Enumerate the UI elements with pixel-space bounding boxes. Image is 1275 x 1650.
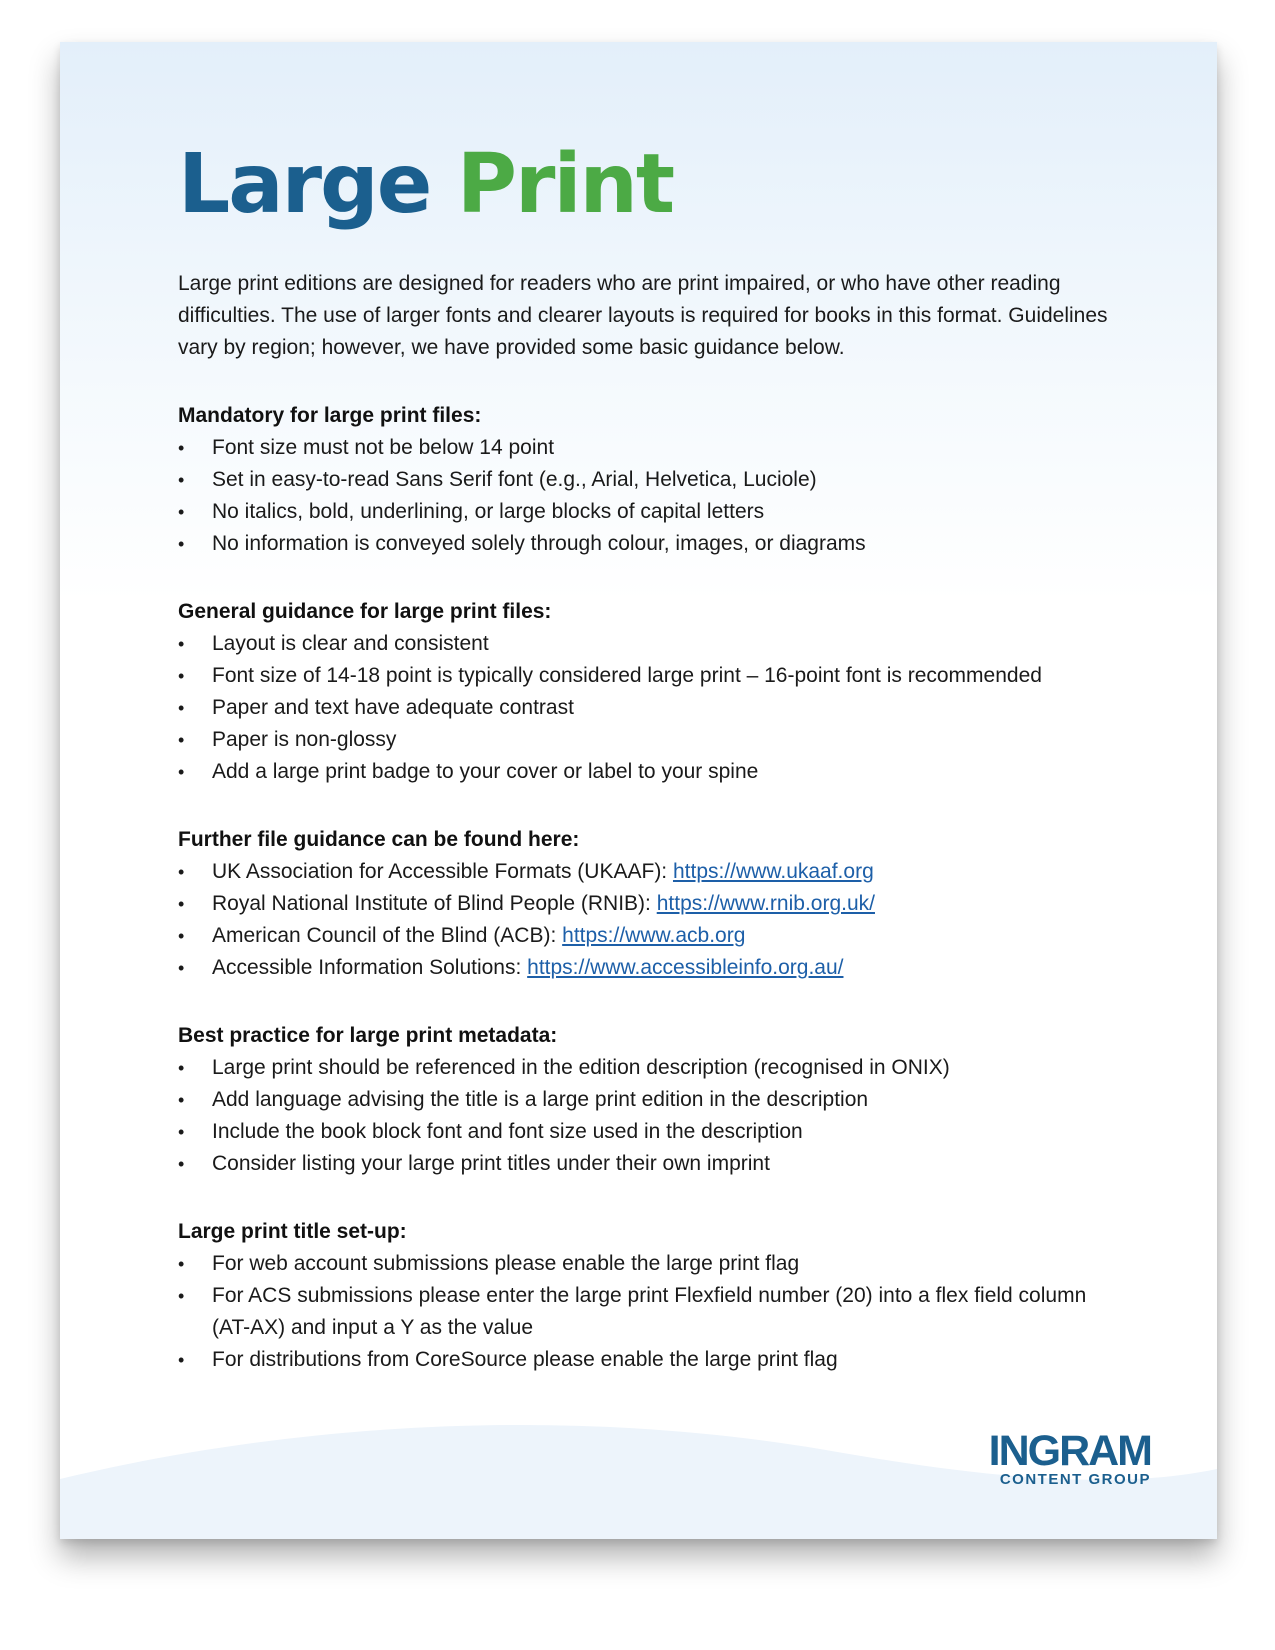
bullet-icon: • xyxy=(178,926,185,946)
bullet-icon: • xyxy=(178,1090,185,1110)
list-item-text: For ACS submissions please enter the large print Flexfield number (20) into a flex field column (AT-AX) and input a Y as the value xyxy=(212,1284,1087,1339)
resource-label: American Council of the Blind (ACB): xyxy=(212,924,563,947)
list-item xyxy=(178,856,1118,888)
resource-label: Royal National Institute of Blind People (RNIB): xyxy=(212,892,657,915)
bullet-icon: • xyxy=(178,1122,185,1142)
list-item xyxy=(178,1344,1118,1376)
section-heading: Best practice for large print metadata: xyxy=(178,1024,558,1047)
resource-label: UK Association for Accessible Formats (UKAAF): xyxy=(212,860,673,883)
list-item-text: For web account submissions please enable the large print flag xyxy=(212,1252,800,1275)
list-item xyxy=(178,756,1118,788)
bullet-icon: • xyxy=(178,470,185,490)
list-item-text: Add a large print badge to your cover or label to your spine xyxy=(212,760,759,783)
section-metadata xyxy=(178,1020,1118,1180)
list-item xyxy=(178,496,1118,528)
bullet-icon: • xyxy=(178,1286,185,1306)
bullet-icon: • xyxy=(178,894,185,914)
page-title xyxy=(178,130,1118,240)
bullet-icon: • xyxy=(178,958,185,978)
bullet-icon: • xyxy=(178,634,185,654)
list-item xyxy=(178,628,1118,660)
list-item xyxy=(178,660,1118,692)
bullet-list xyxy=(178,856,1118,984)
list-item-text: Paper is non-glossy xyxy=(212,728,397,751)
list-item xyxy=(178,952,1118,984)
section-general-guidance xyxy=(178,596,1118,788)
list-item-text: No italics, bold, underlining, or large blocks of capital letters xyxy=(212,500,765,523)
list-item-text: Paper and text have adequate contrast xyxy=(212,696,574,719)
list-item xyxy=(178,528,1118,560)
section-heading: Further file guidance can be found here: xyxy=(178,828,580,851)
bullet-icon: • xyxy=(178,698,185,718)
bullet-icon: • xyxy=(178,862,185,882)
bullet-icon: • xyxy=(178,666,185,686)
title-word-print: Print xyxy=(456,137,674,232)
list-item xyxy=(178,920,1118,952)
bullet-list xyxy=(178,1248,1118,1376)
bullet-list xyxy=(178,628,1118,788)
bullet-icon: • xyxy=(178,1154,185,1174)
bullet-icon: • xyxy=(178,762,185,782)
acb-link[interactable]: https://www.acb.org xyxy=(562,924,746,947)
section-heading: Large print title set-up: xyxy=(178,1220,407,1243)
section-heading: Mandatory for large print files: xyxy=(178,404,482,427)
list-item xyxy=(178,432,1118,464)
list-item-text: Set in easy-to-read Sans Serif font (e.g., Arial, Helvetica, Luciole) xyxy=(212,468,817,491)
document-page xyxy=(60,42,1217,1539)
list-item-text: Include the book block font and font size used in the description xyxy=(212,1120,803,1143)
list-item xyxy=(178,1280,1118,1344)
list-item-text: Font size must not be below 14 point xyxy=(212,436,555,459)
list-item-text: Font size of 14-18 point is typically considered large print – 16-point font is recommended xyxy=(212,664,1042,687)
list-item xyxy=(178,1052,1118,1084)
bullet-icon: • xyxy=(178,502,185,522)
list-item xyxy=(178,888,1118,920)
title-word-large: Large xyxy=(178,137,431,232)
resource-label: Accessible Information Solutions: xyxy=(212,956,528,979)
list-item-text: Add language advising the title is a large print edition in the description xyxy=(212,1088,869,1111)
list-item xyxy=(178,464,1118,496)
list-item xyxy=(178,692,1118,724)
list-item-text: Large print should be referenced in the edition description (recognised in ONIX) xyxy=(212,1056,950,1079)
list-item xyxy=(178,1248,1118,1280)
bullet-icon: • xyxy=(178,1254,185,1274)
bullet-icon: • xyxy=(178,534,185,554)
content xyxy=(178,130,1118,1376)
list-item-text: For distributions from CoreSource please enable the large print flag xyxy=(212,1348,838,1371)
accessibleinfo-link[interactable]: https://www.accessibleinfo.org.au/ xyxy=(527,956,844,979)
bullet-icon: • xyxy=(178,730,185,750)
ingram-logo xyxy=(988,1427,1151,1489)
bullet-icon: • xyxy=(178,438,185,458)
bullet-icon: • xyxy=(178,1058,185,1078)
section-heading: General guidance for large print files: xyxy=(178,600,552,623)
logo-subtitle: CONTENT GROUP xyxy=(999,1471,1151,1488)
ukaaf-link[interactable]: https://www.ukaaf.org xyxy=(672,860,874,883)
list-item xyxy=(178,1148,1118,1180)
section-further-guidance xyxy=(178,824,1118,984)
bullet-list xyxy=(178,1052,1118,1180)
bullet-icon: • xyxy=(178,1350,185,1370)
bullet-list xyxy=(178,432,1118,560)
list-item xyxy=(178,1116,1118,1148)
list-item xyxy=(178,1084,1118,1116)
intro-paragraph: Large print editions are designed for readers who are print impaired, or who have other reading difficulties. The use of larger fonts and clearer layouts is required for books in this format. Guidelines vary by region; however, we have provided some basic guidance below. xyxy=(178,272,1108,359)
list-item xyxy=(178,724,1118,756)
rnib-link[interactable]: https://www.rnib.org.uk/ xyxy=(656,892,875,915)
section-title-setup xyxy=(178,1216,1118,1376)
section-mandatory xyxy=(178,400,1118,560)
logo-wordmark: INGRAM xyxy=(988,1427,1151,1475)
list-item-text: Consider listing your large print titles under their own imprint xyxy=(212,1152,770,1175)
list-item-text: No information is conveyed solely through colour, images, or diagrams xyxy=(212,532,866,555)
list-item-text: Layout is clear and consistent xyxy=(212,632,489,655)
